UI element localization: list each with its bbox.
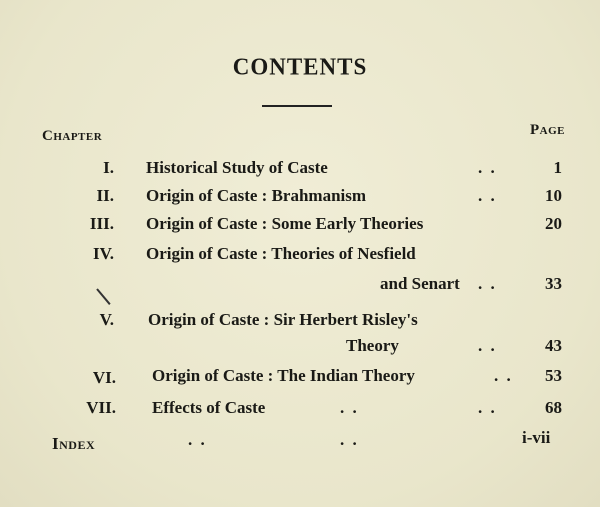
chapter-title-continued: and Senart	[380, 274, 460, 293]
pencil-mark	[96, 288, 110, 305]
chapter-title: Origin of Caste : Sir Herbert Risley's	[148, 310, 418, 329]
dot-leader: . .	[478, 186, 497, 205]
dot-leader: . .	[478, 398, 497, 417]
chapter-number: III.	[89, 214, 114, 233]
index-label: Index	[52, 434, 96, 453]
page-number: 10	[545, 186, 562, 205]
dot-leader: . .	[494, 366, 513, 385]
dot-leader: . .	[340, 398, 359, 417]
title-rule	[262, 105, 332, 107]
chapter-number: V.	[99, 310, 114, 329]
page-number: 1	[553, 158, 562, 177]
chapter-number: IV.	[93, 244, 114, 263]
chapter-title: Origin of Caste : Theories of Nesfield	[146, 244, 416, 263]
page-number: 33	[545, 274, 562, 293]
chapter-title: Origin of Caste : Brahmanism	[146, 186, 367, 205]
dot-leader: . .	[478, 158, 497, 177]
chapter-number: VI.	[92, 368, 116, 387]
page-number: 68	[545, 398, 562, 417]
chapter-title: Origin of Caste : The Indian Theory	[152, 366, 415, 385]
page-number: 43	[545, 336, 562, 355]
page-number: 20	[545, 214, 562, 233]
chapter-number: VII.	[86, 398, 116, 417]
page-title: CONTENTS	[232, 53, 368, 80]
chapter-title: Origin of Caste : Some Early Theories	[146, 214, 424, 233]
chapter-title: Effects of Caste	[152, 398, 266, 417]
dot-leader: . .	[478, 274, 497, 293]
dot-leader: . .	[340, 430, 359, 449]
chapter-title: Historical Study of Caste	[146, 158, 328, 177]
chapter-number: I.	[103, 158, 114, 177]
page-column-label: Page	[530, 122, 565, 138]
dot-leader: . .	[478, 336, 497, 355]
chapter-number: II.	[96, 186, 114, 205]
index-page-range: i-vii	[522, 428, 551, 447]
chapter-column-label: Chapter	[42, 128, 103, 144]
dot-leader: . .	[188, 430, 207, 449]
chapter-title-continued: Theory	[346, 336, 399, 355]
page-number: 53	[545, 366, 562, 385]
